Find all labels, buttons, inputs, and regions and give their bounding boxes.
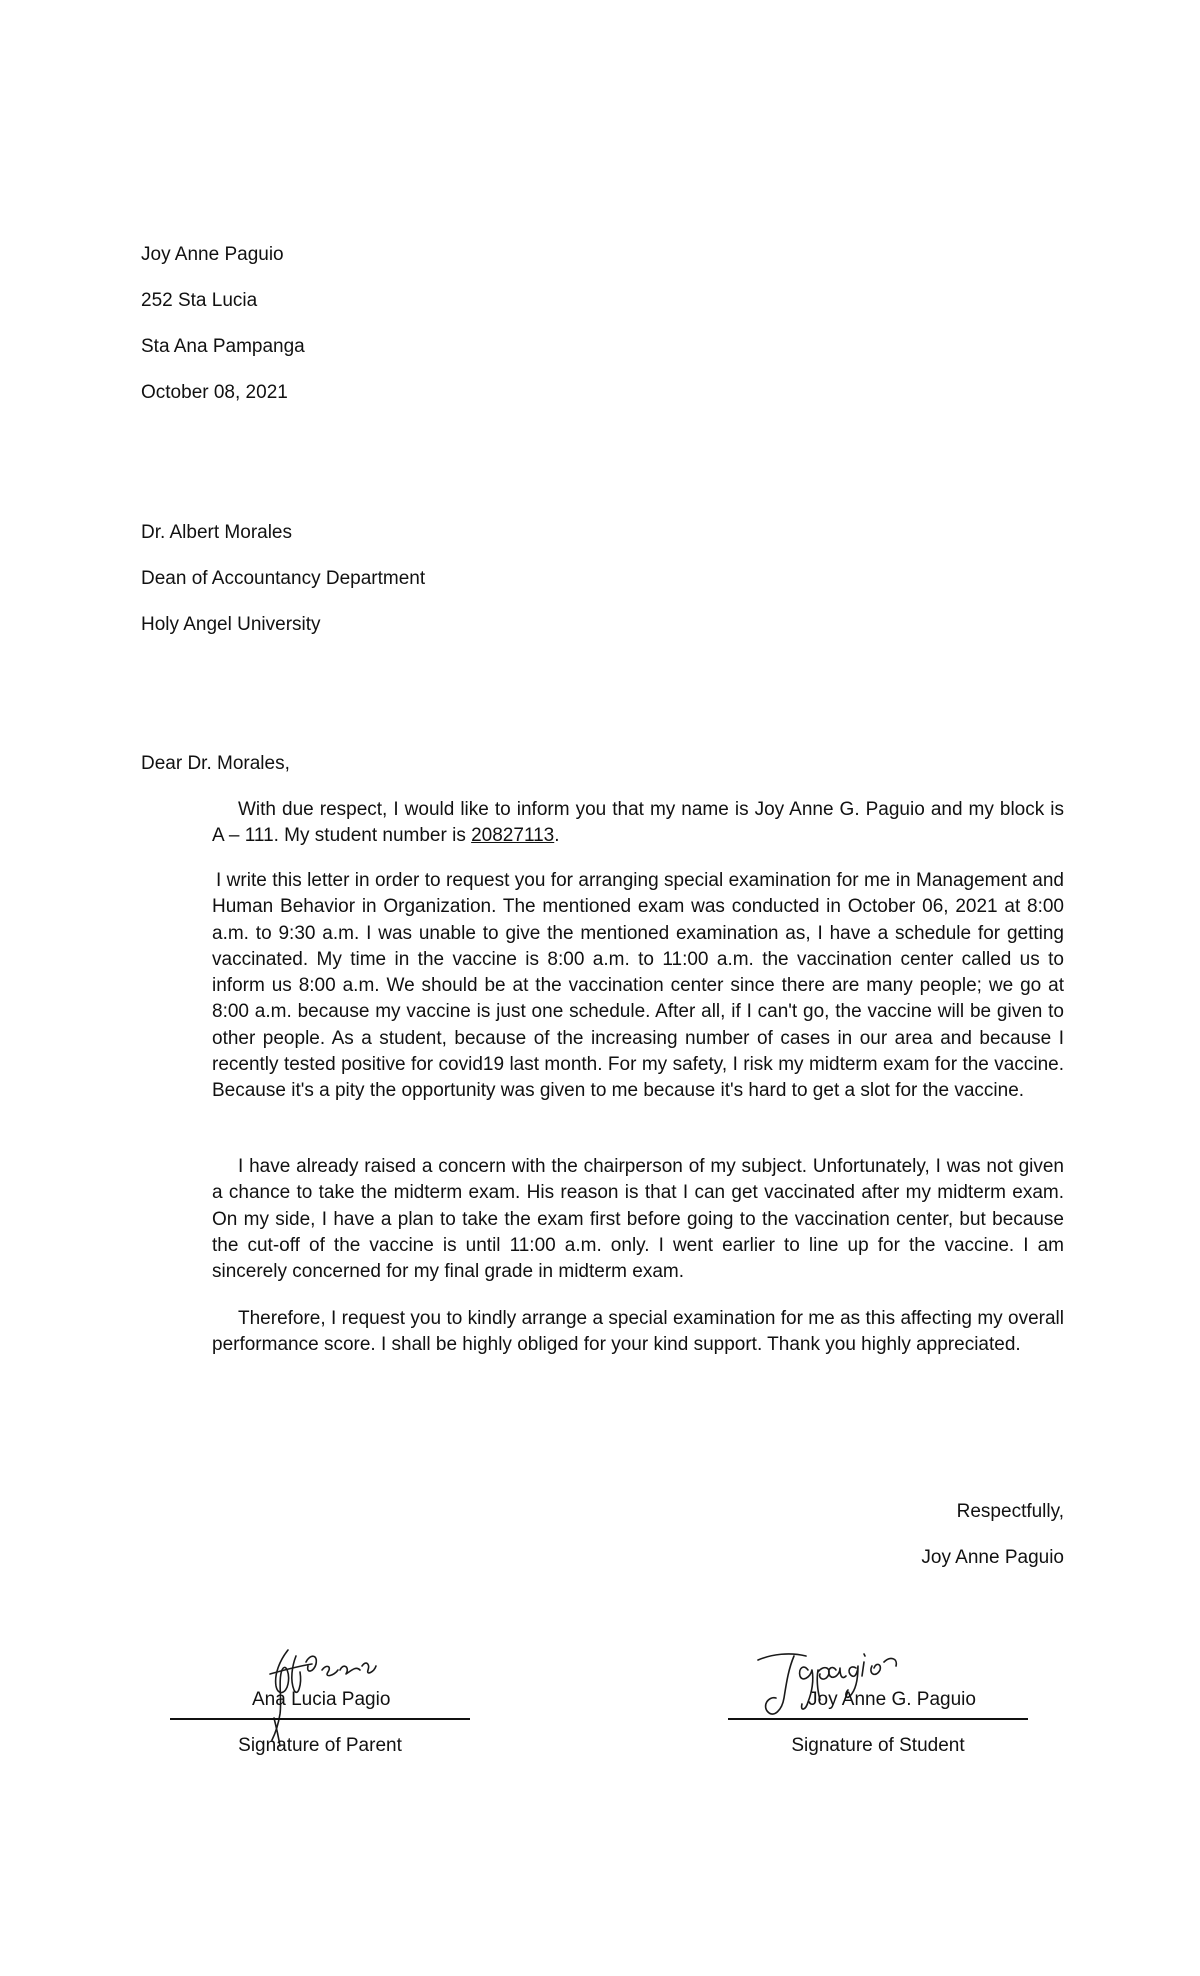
parent-signature-caption: Signature of Parent (238, 1735, 402, 1756)
closing-name: Joy Anne Paguio (921, 1547, 1064, 1568)
sender-city: Sta Ana Pampanga (141, 336, 305, 357)
body-paragraph-4 (212, 1306, 1064, 1359)
student-number: 20827113 (471, 825, 555, 847)
recipient-organization: Holy Angel University (141, 614, 321, 635)
letter-date: October 08, 2021 (141, 382, 288, 403)
recipient-title: Dean of Accountancy Department (141, 568, 426, 589)
closing-phrase: Respectfully, (956, 1501, 1064, 1522)
salutation: Dear Dr. Morales, (141, 753, 290, 774)
student-signature-caption: Signature of Student (791, 1735, 965, 1756)
paragraph-1-end: . (554, 825, 560, 847)
student-signature-line (728, 1718, 1028, 1720)
paragraph-3-text: I have already raised a concern with the chairperson of my subject. Unfortunately, I was not given a chance to take the midterm exam. His reason is that I can get vaccinated after my midterm exam. On my side, I have a plan to take the exam first before going to the vaccination center, but because the cut-off of the vaccine is until 11:00 a.m. only. I went earlier to line up for the vaccine. I am sincerely concerned for my final grade in midterm exam. (212, 1156, 1064, 1283)
parent-printed-name: Ana Lucia Pagio (252, 1689, 391, 1710)
paragraph-2-text: I write this letter in order to request you for arranging special examination for me in Management and Human Behavior in Organization. The mentioned exam was conducted in October 06, 2021 at 8:00 a.m. to 9:30 a.m. I was unable to give the mentioned examination as, I have a schedule for getting vaccinated. My time in the vaccine is 8:00 a.m. to 11:00 a.m. the vaccination center called us to inform us 8:00 a.m. We should be at the vaccination center since there are many people; we go at 8:00 a.m. because my vaccine is just one schedule. After all, if I can't go, the vaccine will be given to other people. As a student, because of the increasing number of cases in our area and because I recently tested positive for covid19 last month. For my safety, I risk my midterm exam for the vaccine. Because it's a pity the opportunity was given to me because it's hard to get a slot for the vaccine. (212, 870, 1064, 1102)
recipient-name: Dr. Albert Morales (141, 522, 292, 543)
sender-street-address: 252 Sta Lucia (141, 290, 258, 311)
student-printed-name: Joy Anne G. Paguio (808, 1689, 976, 1710)
parent-signature-line (170, 1718, 470, 1720)
sender-name: Joy Anne Paguio (141, 244, 284, 265)
paragraph-4-text: Therefore, I request you to kindly arrange a special examination for me as this affecting my overall performance score. I shall be highly obliged for your kind support. Thank you highly appreciated. (212, 1308, 1064, 1356)
body-paragraph-1 (212, 797, 1064, 850)
body-paragraph-2 (212, 868, 1064, 1105)
body-paragraph-3 (212, 1154, 1064, 1285)
paragraph-1-text: With due respect, I would like to inform you that my name is Joy Anne G. Paguio and my block is A – 111. My student number is (212, 799, 1064, 847)
